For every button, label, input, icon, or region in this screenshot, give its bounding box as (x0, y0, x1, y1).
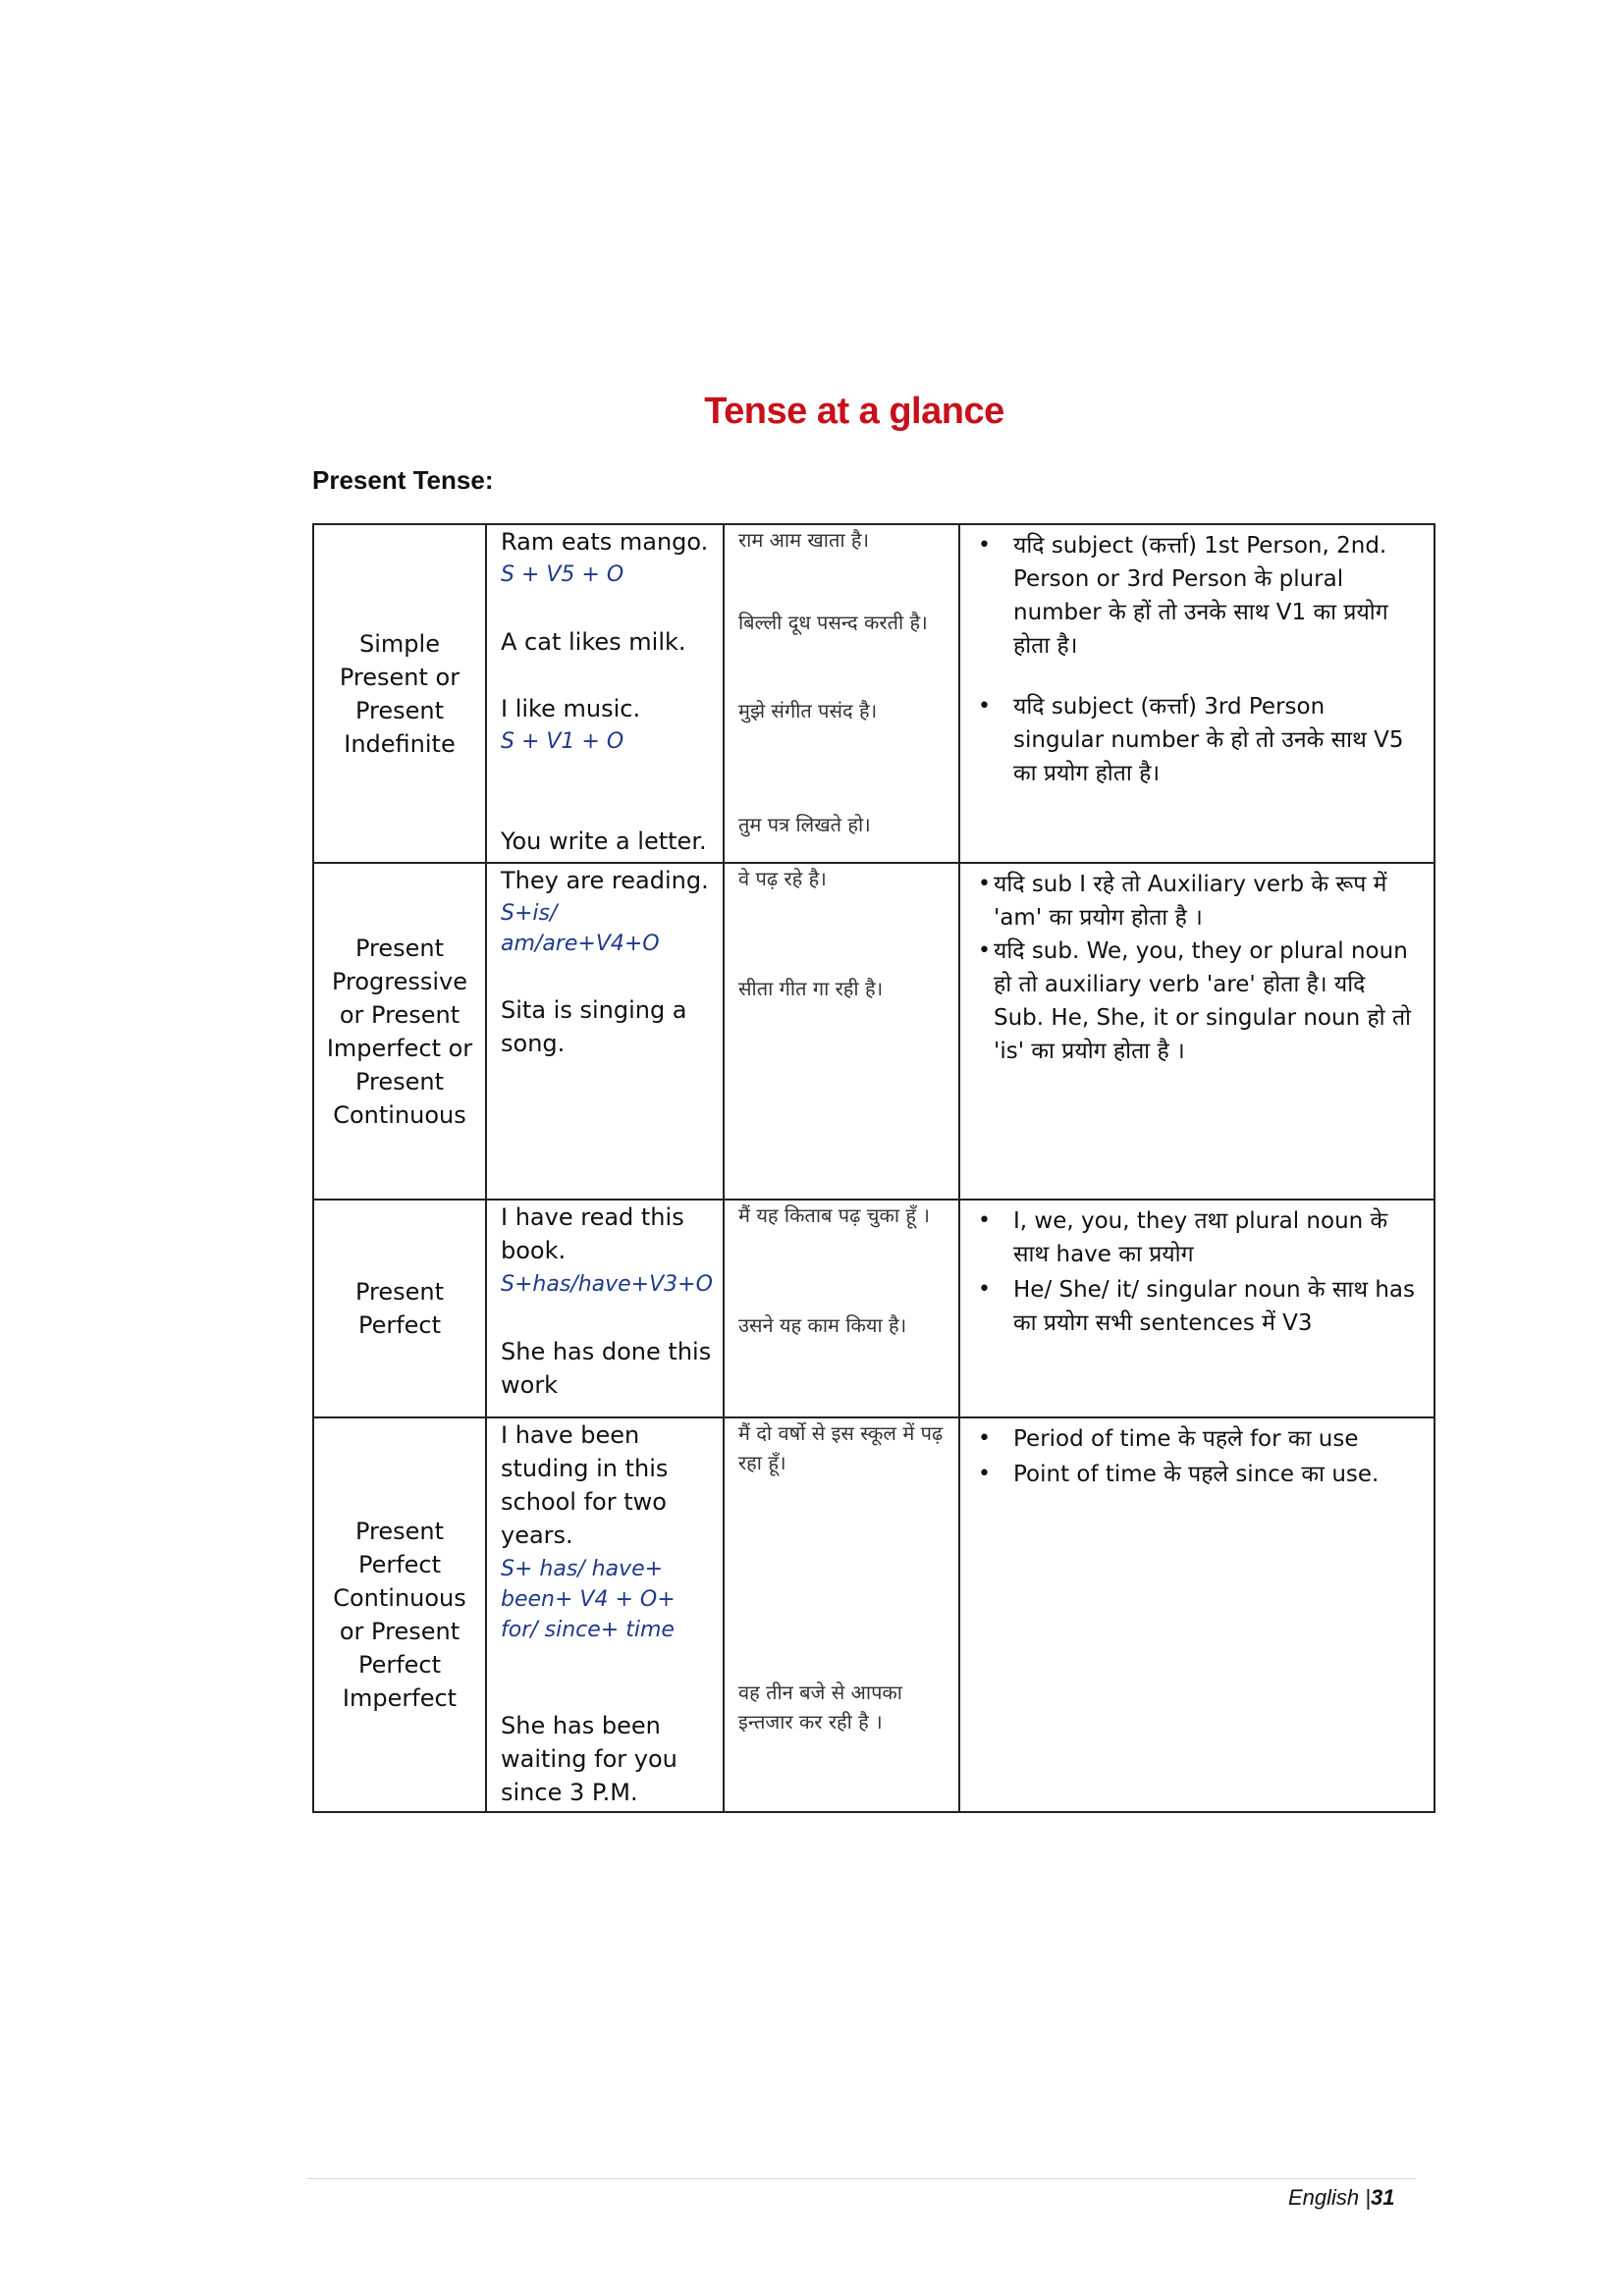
example-sentence: She has done this work (501, 1338, 712, 1399)
footer-divider (306, 2178, 1416, 2179)
section-heading: Present Tense: (312, 465, 494, 495)
rule-item: • Point of time के पहले since का use. (974, 1458, 1420, 1491)
example-sentence: A cat likes milk. (501, 628, 686, 656)
tense-name: Present Perfect (354, 1278, 445, 1339)
table-row (313, 1200, 1435, 1417)
hindi-translation: तुम पत्र लिखते हो। (738, 813, 871, 836)
formula: S+has/have+V3+O (501, 1272, 713, 1297)
table-row (313, 524, 1435, 863)
page-title: Tense at a glance (704, 391, 1004, 432)
hindi-translation: वह तीन बजे से आपका इन्तजार कर रही है । (738, 1681, 902, 1734)
example-sentence: I have been studing in this school for two years. (501, 1421, 669, 1549)
formula: S+ has/ have+ been+ V4 + O+ for/ since+ time (501, 1557, 676, 1642)
tense-table (312, 523, 1435, 1813)
tense-name: Present Perfect Continuous or Present Perfect Imperfect (333, 1518, 466, 1712)
tense-name: Simple Present or Present Indefinite (339, 629, 460, 758)
rule-item: • Period of time के पहले for का use (974, 1422, 1420, 1456)
hindi-translation: मैं दो वर्षो से इस स्कूल में पढ़ रहा हूँ। (738, 1421, 944, 1474)
rule-item: • यदि sub I रहे तो Auxiliary verb के रूप में 'am' का प्रयोग होता है । (974, 868, 1420, 934)
example-sentence: Ram eats mango. (501, 528, 709, 556)
example-sentence: I have read this book. (501, 1203, 684, 1264)
footer-subject: English (1288, 2185, 1360, 2210)
formula: S + V5 + O (501, 562, 624, 587)
hindi-translation: बिल्ली दूध पसन्द करती है। (738, 611, 928, 634)
rule-item: • यदि sub. We, you, they or plural noun हो तो auxiliary verb 'are' होता है। यदि Sub. He, She, it or singular noun हो तो 'is' का प्रयोग होता है । (974, 934, 1420, 1068)
example-sentence: Sita is singing a song. (501, 996, 687, 1057)
formula: S+is/ am/are+V4+O (501, 901, 660, 956)
hindi-translation: सीता गीत गा रही है। (738, 977, 884, 1000)
rule-item: • यदि subject (कर्त्ता) 1st Person, 2nd. Person or 3rd Person के plural number के हों तो उनके साथ V1 का प्रयोग होता है। (974, 529, 1420, 663)
hindi-translation: मुझे संगीत पसंद है। (738, 699, 878, 722)
page-footer (1288, 2185, 1394, 2211)
hindi-translation: उसने यह काम किया है। (738, 1313, 907, 1337)
hindi-translation: वे पढ़ रहे है। (738, 867, 827, 890)
example-sentence: They are reading. (501, 867, 709, 894)
hindi-translation: राम आम खाता है। (738, 528, 870, 552)
footer-separator: | (1365, 2185, 1371, 2210)
table-row (313, 1417, 1435, 1812)
formula: S + V1 + O (501, 729, 624, 754)
example-sentence: You write a letter. (501, 828, 707, 855)
rule-item: • He/ She/ it/ singular noun के साथ has का प्रयोग सभी sentences में V3 (974, 1273, 1420, 1340)
hindi-translation: मैं यह किताब पढ़ चुका हूँ । (738, 1203, 930, 1227)
tense-name: Present Progressive or Present Imperfect or Present Continuous (326, 934, 473, 1129)
example-sentence: She has been waiting for you since 3 P.M. (501, 1712, 677, 1806)
page-number: 31 (1371, 2185, 1395, 2210)
rule-item: • I, we, you, they तथा plural noun के साथ have का प्रयोग (974, 1204, 1420, 1271)
rule-item: • यदि subject (कर्त्ता) 3rd Person singular number के हो तो उनके साथ V5 का प्रयोग होता है। (974, 690, 1420, 790)
table-row (313, 863, 1435, 1200)
example-sentence: I like music. (501, 695, 641, 722)
